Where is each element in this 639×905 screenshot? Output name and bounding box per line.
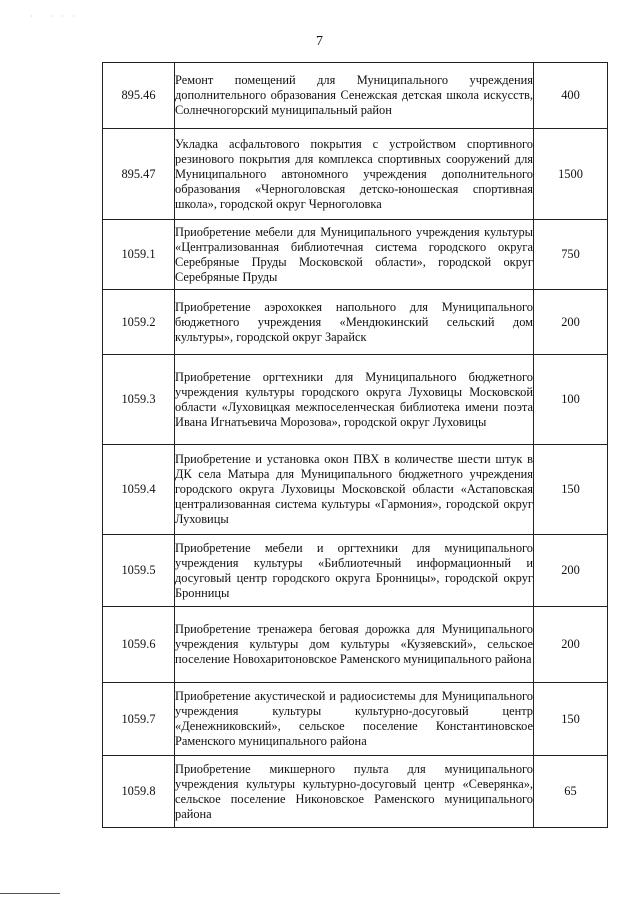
row-amount: 750: [534, 220, 608, 290]
row-description: Приобретение аэрохоккея напольного для Муниципального бюджетного учреждения «Мендюкинский сельский дом культуры», городской округ Зарайск: [175, 290, 534, 355]
table-row: [103, 290, 608, 355]
allocation-table: [102, 62, 608, 828]
row-amount: 65: [534, 756, 608, 828]
row-description: Приобретение оргтехники для Муниципального бюджетного учреждения культуры городского округа Луховицы Московской области «Луховицкая межпоселенческая библиотека имени поэта Ивана Игнатьевича Морозова», городской округ Луховицы: [175, 355, 534, 445]
row-number: 1059.1: [103, 220, 175, 290]
row-number: 1059.8: [103, 756, 175, 828]
table-row: [103, 607, 608, 683]
row-number: 895.46: [103, 63, 175, 129]
row-description: Приобретение микшерного пульта для муниципального учреждения культуры культурно-досуговый центр «Северянка», сельское поселение Никоновское Раменского муниципального района: [175, 756, 534, 828]
row-amount: 200: [534, 290, 608, 355]
scan-artifact: · · · ·: [30, 12, 78, 21]
row-description: Приобретение и установка окон ПВХ в количестве шести штук в ДК села Матыра для Муниципального бюджетного учреждения городского округа Луховицы Московской области «Астаповская централизованная система культуры «Гармония», городской округ Луховицы: [175, 445, 534, 535]
row-number: 1059.3: [103, 355, 175, 445]
table-row: [103, 63, 608, 129]
table-row: [103, 445, 608, 535]
row-amount: 200: [534, 535, 608, 607]
row-description: Приобретение тренажера беговая дорожка для Муниципального учреждения культуры дом культуры «Кузяевский», сельское поселение Новохаритоновское Раменского муниципального района: [175, 607, 534, 683]
table-row: [103, 355, 608, 445]
row-description: Приобретение акустической и радиосистемы для Муниципального учреждения культуры культурно-досуговый центр «Денежниковский», сельское поселение Константиновское Раменского муниципального района: [175, 683, 534, 756]
row-amount: 100: [534, 355, 608, 445]
row-number: 895.47: [103, 129, 175, 220]
page-number: 7: [316, 34, 323, 49]
row-description: Приобретение мебели для Муниципального учреждения культуры «Централизованная библиотечная система городского округа Серебряные Пруды Московской области», городской округ Серебряные Пруды: [175, 220, 534, 290]
table-row: [103, 129, 608, 220]
table-row: [103, 756, 608, 828]
row-amount: 1500: [534, 129, 608, 220]
row-number: 1059.5: [103, 535, 175, 607]
footnote-divider: [0, 893, 60, 894]
row-number: 1059.4: [103, 445, 175, 535]
table-row: [103, 535, 608, 607]
row-number: 1059.7: [103, 683, 175, 756]
row-amount: 150: [534, 683, 608, 756]
row-number: 1059.6: [103, 607, 175, 683]
row-amount: 400: [534, 63, 608, 129]
row-amount: 200: [534, 607, 608, 683]
row-description: Приобретение мебели и оргтехники для муниципального учреждения культуры «Библиотечный информационный и досуговый центр городского округа Бронницы», городской округ Бронницы: [175, 535, 534, 607]
table-row: [103, 220, 608, 290]
row-description: Ремонт помещений для Муниципального учреждения дополнительного образования Сенежская детская школа искусств, Солнечногорский муниципальный район: [175, 63, 534, 129]
table-row: [103, 683, 608, 756]
row-number: 1059.2: [103, 290, 175, 355]
row-amount: 150: [534, 445, 608, 535]
row-description: Укладка асфальтового покрытия с устройством спортивного резинового покрытия для комплекса спортивных сооружений для Муниципального автономного учреждения дополнительного образования «Черноголовская детско-юношеская спортивная школа», городской округ Черноголовка: [175, 129, 534, 220]
